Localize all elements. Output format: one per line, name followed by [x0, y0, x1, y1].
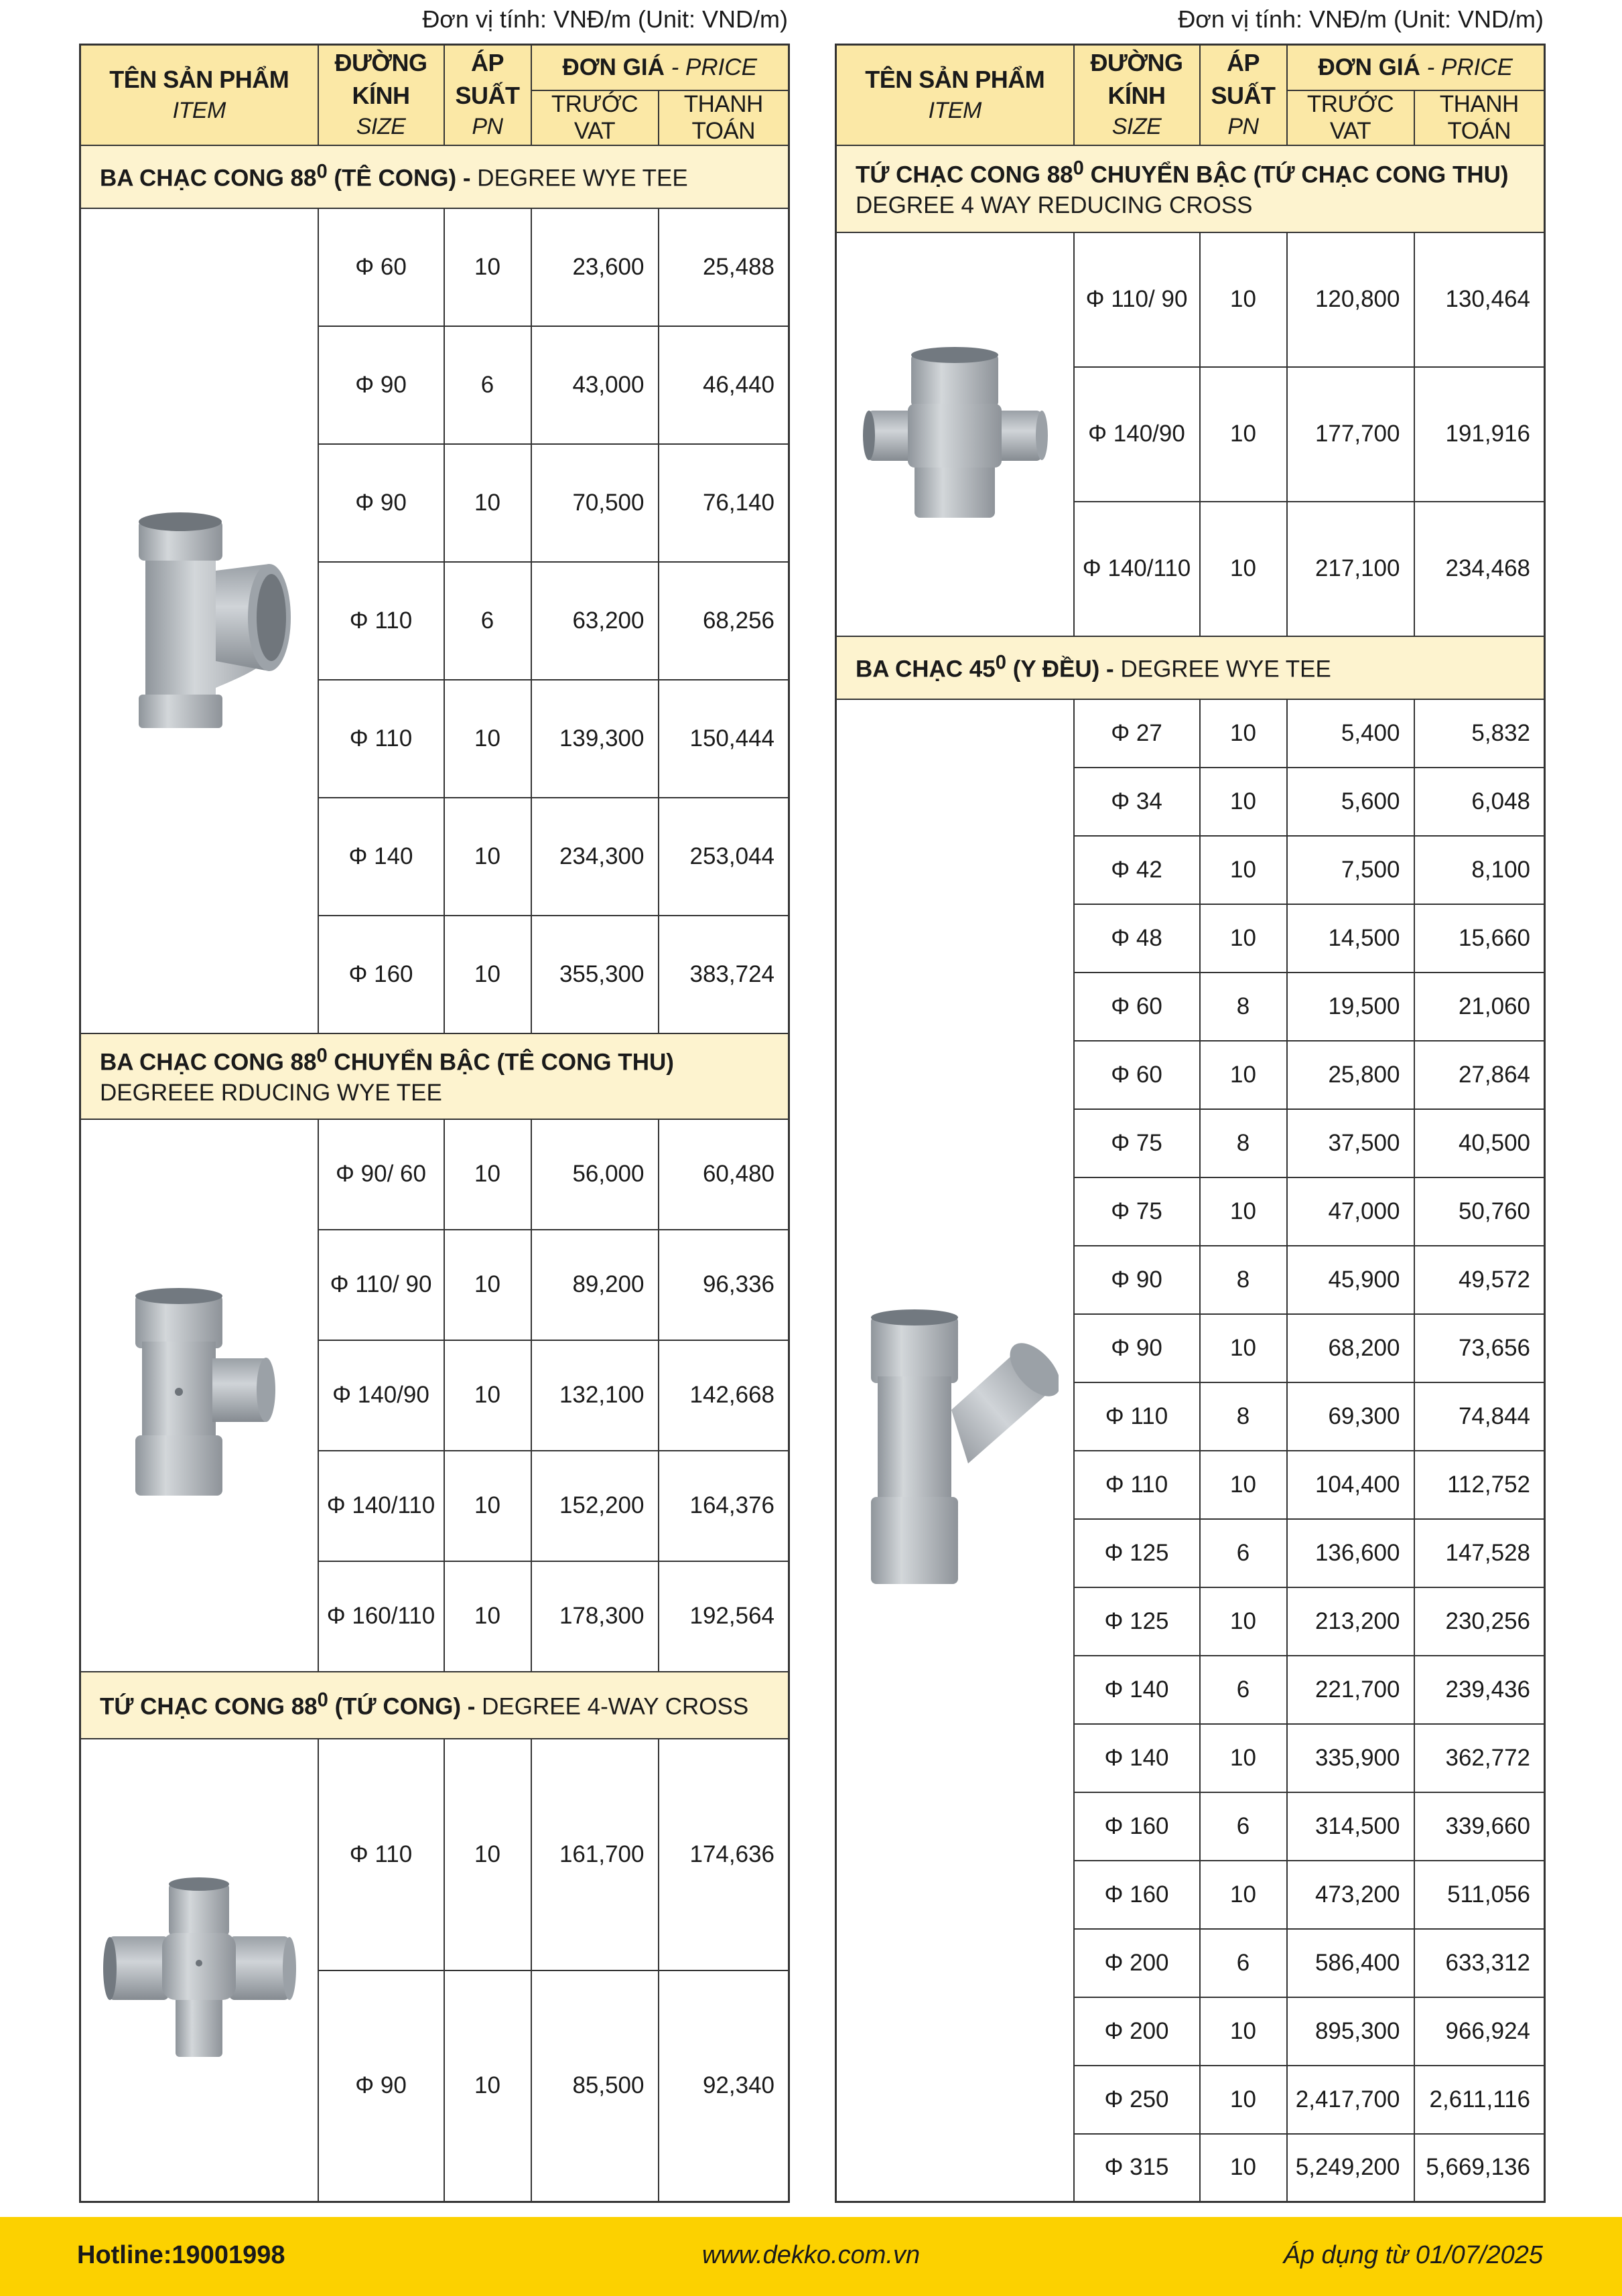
table-row — [836, 232, 1545, 367]
before-vat-cell: 70,500 — [531, 444, 659, 562]
before-vat-cell: 45,900 — [1287, 1246, 1414, 1314]
header-item — [836, 45, 1074, 145]
pn-cell: 8 — [1200, 1246, 1287, 1314]
pn-cell: 10 — [1200, 836, 1287, 904]
size-cell: Φ 90/ 60 — [318, 1119, 444, 1230]
before-vat-cell: 139,300 — [531, 680, 659, 798]
size-cell: Φ 75 — [1074, 1177, 1200, 1246]
size-cell: Φ 160 — [318, 916, 444, 1033]
website-link[interactable]: www.dekko.com.vn — [701, 2241, 921, 2269]
payment-cell: 130,464 — [1414, 232, 1545, 367]
header-price — [531, 45, 789, 90]
payment-cell: 383,724 — [659, 916, 789, 1033]
pn-cell: 10 — [444, 916, 531, 1033]
before-vat-cell: 104,400 — [1287, 1451, 1414, 1519]
header-item-en: ITEM — [928, 98, 982, 124]
apply-date: Áp dụng từ 01/07/2025 — [1283, 2241, 1543, 2269]
pn-cell: 8 — [1200, 973, 1287, 1041]
before-vat-cell: 473,200 — [1287, 1861, 1414, 1929]
pn-cell: 10 — [1200, 1587, 1287, 1656]
table-row — [80, 1739, 789, 1970]
payment-cell: 25,488 — [659, 208, 789, 326]
pn-cell: 10 — [444, 1451, 531, 1561]
payment-cell: 174,636 — [659, 1739, 789, 1970]
before-vat-cell: 177,700 — [1287, 367, 1414, 502]
size-cell: Φ 140 — [1074, 1724, 1200, 1792]
header-payment: THANH TOÁN — [1414, 90, 1545, 145]
pn-cell: 10 — [444, 1561, 531, 1672]
table-row — [80, 1119, 789, 1230]
payment-cell: 147,528 — [1414, 1519, 1545, 1587]
size-cell: Φ 315 — [1074, 2134, 1200, 2202]
before-vat-cell: 355,300 — [531, 916, 659, 1033]
section-title-wye-45: BA CHẠC $45^0$ (Y ĐỀU) - DEGREE WYE TEE — [836, 636, 1545, 699]
payment-cell: 5,832 — [1414, 699, 1545, 768]
section-title-vn: TỨ CHẠC CONG 88 — [856, 161, 1073, 188]
size-cell: Φ 110 — [318, 680, 444, 798]
pn-cell: 10 — [1200, 699, 1287, 768]
section-title-vn: TỨ CHẠC CONG 88 — [100, 1693, 318, 1720]
section-title-reducing-wye-tee: BA CHẠC CONG $88^0$ CHUYỂN BẬC (TÊ CONG THU) DEGREEE RDUCING WYE TEE — [80, 1033, 789, 1119]
price-table-left — [79, 44, 790, 2203]
size-cell: Φ 60 — [1074, 1041, 1200, 1109]
payment-cell: 40,500 — [1414, 1109, 1545, 1177]
size-cell: Φ 160 — [1074, 1792, 1200, 1861]
before-vat-cell: 5,600 — [1287, 768, 1414, 836]
before-vat-cell: 152,200 — [531, 1451, 659, 1561]
pn-cell: 6 — [444, 562, 531, 680]
payment-cell: 253,044 — [659, 798, 789, 916]
payment-cell: 27,864 — [1414, 1041, 1545, 1109]
pn-cell: 6 — [1200, 1929, 1287, 1997]
before-vat-cell: 895,300 — [1287, 1997, 1414, 2066]
pn-cell: 10 — [444, 444, 531, 562]
header-size — [1074, 45, 1200, 145]
size-cell: Φ 125 — [1074, 1587, 1200, 1656]
size-cell: Φ 140/110 — [1074, 502, 1200, 636]
size-cell: Φ 200 — [1074, 1929, 1200, 1997]
product-image-cell — [836, 699, 1074, 2202]
header-price-en: - PRICE — [1426, 54, 1513, 80]
pn-cell: 10 — [1200, 1314, 1287, 1382]
section-title-vn: BA CHẠC CONG 88 — [100, 1049, 317, 1076]
payment-cell: 633,312 — [1414, 1929, 1545, 1997]
before-vat-cell: 7,500 — [1287, 836, 1414, 904]
pn-cell: 10 — [444, 1230, 531, 1340]
header-pressure — [1200, 45, 1287, 145]
pn-cell: 10 — [1200, 1041, 1287, 1109]
section-title-4way-cross: TỨ CHẠC CONG $88^0$ (TỨ CONG) - DEGREE 4-WAY CROSS — [80, 1672, 789, 1739]
header-size-en: SIZE — [356, 114, 406, 140]
size-cell: Φ 125 — [1074, 1519, 1200, 1587]
pn-cell: 10 — [1200, 1177, 1287, 1246]
payment-cell: 74,844 — [1414, 1382, 1545, 1451]
size-cell: Φ 140/90 — [1074, 367, 1200, 502]
before-vat-cell: 213,200 — [1287, 1587, 1414, 1656]
pn-cell: 10 — [1200, 1724, 1287, 1792]
payment-cell: 96,336 — [659, 1230, 789, 1340]
payment-cell: 8,100 — [1414, 836, 1545, 904]
footer-bar — [0, 2217, 1622, 2296]
header-size-vn: ĐƯỜNG KÍNH — [1090, 49, 1183, 109]
header-before-vat: TRƯỚC VAT — [531, 90, 659, 145]
payment-cell: 230,256 — [1414, 1587, 1545, 1656]
pn-cell: 10 — [444, 208, 531, 326]
header-item-en: ITEM — [172, 98, 226, 124]
payment-cell: 511,056 — [1414, 1861, 1545, 1929]
before-vat-cell: 19,500 — [1287, 973, 1414, 1041]
section-title-wye-tee: BA CHẠC CONG $88^0$ (TÊ CONG) - DEGREE WYE TEE — [80, 145, 789, 208]
size-cell: Φ 140 — [318, 798, 444, 916]
payment-cell: 150,444 — [659, 680, 789, 798]
size-cell: Φ 160/110 — [318, 1561, 444, 1672]
size-cell: Φ 110 — [318, 1739, 444, 1970]
size-cell: Φ 60 — [318, 208, 444, 326]
pn-cell: 10 — [444, 798, 531, 916]
size-cell: Φ 75 — [1074, 1109, 1200, 1177]
header-item-vn: TÊN SẢN PHẨM — [865, 65, 1045, 93]
table-row — [836, 699, 1545, 768]
size-cell: Φ 90 — [318, 1970, 444, 2202]
header-pressure-en: PN — [472, 114, 503, 140]
size-cell: Φ 110 — [1074, 1382, 1200, 1451]
size-cell: Φ 34 — [1074, 768, 1200, 836]
section-title-en: DEGREE 4 WAY REDUCING CROSS — [856, 192, 1253, 219]
before-vat-cell: 85,500 — [531, 1970, 659, 2202]
size-cell: Φ 27 — [1074, 699, 1200, 768]
size-cell: Φ 90 — [1074, 1314, 1200, 1382]
size-cell: Φ 110 — [318, 562, 444, 680]
before-vat-cell: 120,800 — [1287, 232, 1414, 367]
pn-cell: 10 — [1200, 1997, 1287, 2066]
header-size-en: SIZE — [1111, 114, 1162, 140]
before-vat-cell: 314,500 — [1287, 1792, 1414, 1861]
pn-cell: 10 — [1200, 367, 1287, 502]
before-vat-cell: 14,500 — [1287, 904, 1414, 973]
before-vat-cell: 69,300 — [1287, 1382, 1414, 1451]
payment-cell: 5,669,136 — [1414, 2134, 1545, 2202]
before-vat-cell: 25,800 — [1287, 1041, 1414, 1109]
size-cell: Φ 110 — [1074, 1451, 1200, 1519]
header-size — [318, 45, 444, 145]
header-pressure-vn: ÁP SUẤT — [1211, 49, 1276, 109]
header-item-vn: TÊN SẢN PHẨM — [109, 65, 289, 93]
payment-cell: 73,656 — [1414, 1314, 1545, 1382]
payment-cell: 21,060 — [1414, 973, 1545, 1041]
before-vat-cell: 234,300 — [531, 798, 659, 916]
wye-45-icon — [851, 1303, 1059, 1597]
section-title-4way-reducing-cross: TỨ CHẠC CONG $88^0$ CHUYỂN BẬC (TỨ CHẠC CONG THU) DEGREE 4 WAY REDUCING CROSS — [836, 145, 1545, 232]
unit-note-right: Đơn vị tính: VNĐ/m (Unit: VND/m) — [1178, 5, 1544, 33]
payment-cell: 15,660 — [1414, 904, 1545, 973]
hotline[interactable]: Hotline:19001998 — [77, 2241, 285, 2269]
pn-cell: 10 — [444, 1970, 531, 2202]
payment-cell: 362,772 — [1414, 1724, 1545, 1792]
before-vat-cell: 5,249,200 — [1287, 2134, 1414, 2202]
pn-cell: 10 — [1200, 1861, 1287, 1929]
header-price-vn: ĐƠN GIÁ — [1318, 54, 1420, 80]
pn-cell: 10 — [1200, 2134, 1287, 2202]
header-item — [80, 45, 318, 145]
before-vat-cell: 37,500 — [1287, 1109, 1414, 1177]
size-cell: Φ 160 — [1074, 1861, 1200, 1929]
pn-cell: 10 — [444, 1739, 531, 1970]
four-way-cross-icon — [95, 1869, 303, 2070]
payment-cell: 164,376 — [659, 1451, 789, 1561]
bent-tee-icon — [98, 507, 299, 735]
header-before-vat: TRƯỚC VAT — [1287, 90, 1414, 145]
section-title-en: DEGREE 4-WAY CROSS — [475, 1693, 749, 1720]
pn-cell: 8 — [1200, 1109, 1287, 1177]
pn-cell: 10 — [1200, 2066, 1287, 2134]
before-vat-cell: 161,700 — [531, 1739, 659, 1970]
pn-cell: 10 — [1200, 502, 1287, 636]
before-vat-cell: 178,300 — [531, 1561, 659, 1672]
header-price-en: - PRICE — [671, 54, 757, 80]
size-cell: Φ 140 — [1074, 1656, 1200, 1724]
header-price-vn: ĐƠN GIÁ — [562, 54, 665, 80]
product-image-cell — [80, 208, 318, 1033]
pn-cell: 10 — [444, 1340, 531, 1451]
header-pressure-en: PN — [1227, 114, 1259, 140]
payment-cell: 966,924 — [1414, 1997, 1545, 2066]
size-cell: Φ 140/90 — [318, 1340, 444, 1451]
price-table-right — [835, 44, 1546, 2203]
header-size-vn: ĐƯỜNG KÍNH — [334, 49, 427, 109]
before-vat-cell: 335,900 — [1287, 1724, 1414, 1792]
size-cell: Φ 250 — [1074, 2066, 1200, 2134]
pn-cell: 10 — [1200, 904, 1287, 973]
size-cell: Φ 110/ 90 — [1074, 232, 1200, 367]
pn-cell: 8 — [1200, 1382, 1287, 1451]
payment-cell: 239,436 — [1414, 1656, 1545, 1724]
section-title-vn: BA CHẠC 45 — [856, 656, 996, 683]
product-image-cell — [80, 1119, 318, 1672]
payment-cell: 6,048 — [1414, 768, 1545, 836]
payment-cell: 49,572 — [1414, 1246, 1545, 1314]
table-row — [80, 208, 789, 326]
before-vat-cell: 56,000 — [531, 1119, 659, 1230]
size-cell: Φ 42 — [1074, 836, 1200, 904]
header-pressure — [444, 45, 531, 145]
header-price — [1287, 45, 1545, 90]
product-image-cell — [80, 1739, 318, 2202]
size-cell: Φ 90 — [318, 444, 444, 562]
pn-cell: 10 — [444, 1119, 531, 1230]
payment-cell: 192,564 — [659, 1561, 789, 1672]
payment-cell: 339,660 — [1414, 1792, 1545, 1861]
pn-cell: 10 — [1200, 768, 1287, 836]
size-cell: Φ 140/110 — [318, 1451, 444, 1561]
before-vat-cell: 47,000 — [1287, 1177, 1414, 1246]
size-cell: Φ 90 — [318, 326, 444, 444]
payment-cell: 112,752 — [1414, 1451, 1545, 1519]
payment-cell: 234,468 — [1414, 502, 1545, 636]
before-vat-cell: 68,200 — [1287, 1314, 1414, 1382]
section-title-en: DEGREEE RDUCING WYE TEE — [100, 1080, 442, 1106]
before-vat-cell: 89,200 — [531, 1230, 659, 1340]
size-cell: Φ 200 — [1074, 1997, 1200, 2066]
header-payment: THANH TOÁN — [659, 90, 789, 145]
pn-cell: 10 — [1200, 232, 1287, 367]
pn-cell: 10 — [444, 680, 531, 798]
before-vat-cell: 221,700 — [1287, 1656, 1414, 1724]
before-vat-cell: 43,000 — [531, 326, 659, 444]
size-cell: Φ 90 — [1074, 1246, 1200, 1314]
before-vat-cell: 217,100 — [1287, 502, 1414, 636]
size-cell: Φ 60 — [1074, 973, 1200, 1041]
before-vat-cell: 2,417,700 — [1287, 2066, 1414, 2134]
payment-cell: 68,256 — [659, 562, 789, 680]
payment-cell: 92,340 — [659, 1970, 789, 2202]
before-vat-cell: 5,400 — [1287, 699, 1414, 768]
pn-cell: 6 — [1200, 1519, 1287, 1587]
unit-note-left: Đơn vị tính: VNĐ/m (Unit: VND/m) — [422, 5, 788, 33]
before-vat-cell: 136,600 — [1287, 1519, 1414, 1587]
pn-cell: 6 — [1200, 1792, 1287, 1861]
payment-cell: 50,760 — [1414, 1177, 1545, 1246]
pn-cell: 6 — [444, 326, 531, 444]
size-cell: Φ 48 — [1074, 904, 1200, 973]
reducing-tee-icon — [112, 1281, 286, 1509]
before-vat-cell: 63,200 — [531, 562, 659, 680]
payment-cell: 2,611,116 — [1414, 2066, 1545, 2134]
before-vat-cell: 23,600 — [531, 208, 659, 326]
before-vat-cell: 586,400 — [1287, 1929, 1414, 1997]
header-pressure-vn: ÁP SUẤT — [455, 49, 520, 109]
product-image-cell — [836, 232, 1074, 636]
size-cell: Φ 110/ 90 — [318, 1230, 444, 1340]
payment-cell: 142,668 — [659, 1340, 789, 1451]
reducing-cross-icon — [854, 340, 1055, 528]
pn-cell: 6 — [1200, 1656, 1287, 1724]
payment-cell: 76,140 — [659, 444, 789, 562]
before-vat-cell: 132,100 — [531, 1340, 659, 1451]
pn-cell: 10 — [1200, 1451, 1287, 1519]
section-title-en: DEGREE WYE TEE — [470, 165, 688, 192]
payment-cell: 46,440 — [659, 326, 789, 444]
section-title-en: DEGREE WYE TEE — [1113, 656, 1331, 683]
section-title-vn: BA CHẠC CONG 88 — [100, 165, 317, 192]
payment-cell: 191,916 — [1414, 367, 1545, 502]
payment-cell: 60,480 — [659, 1119, 789, 1230]
